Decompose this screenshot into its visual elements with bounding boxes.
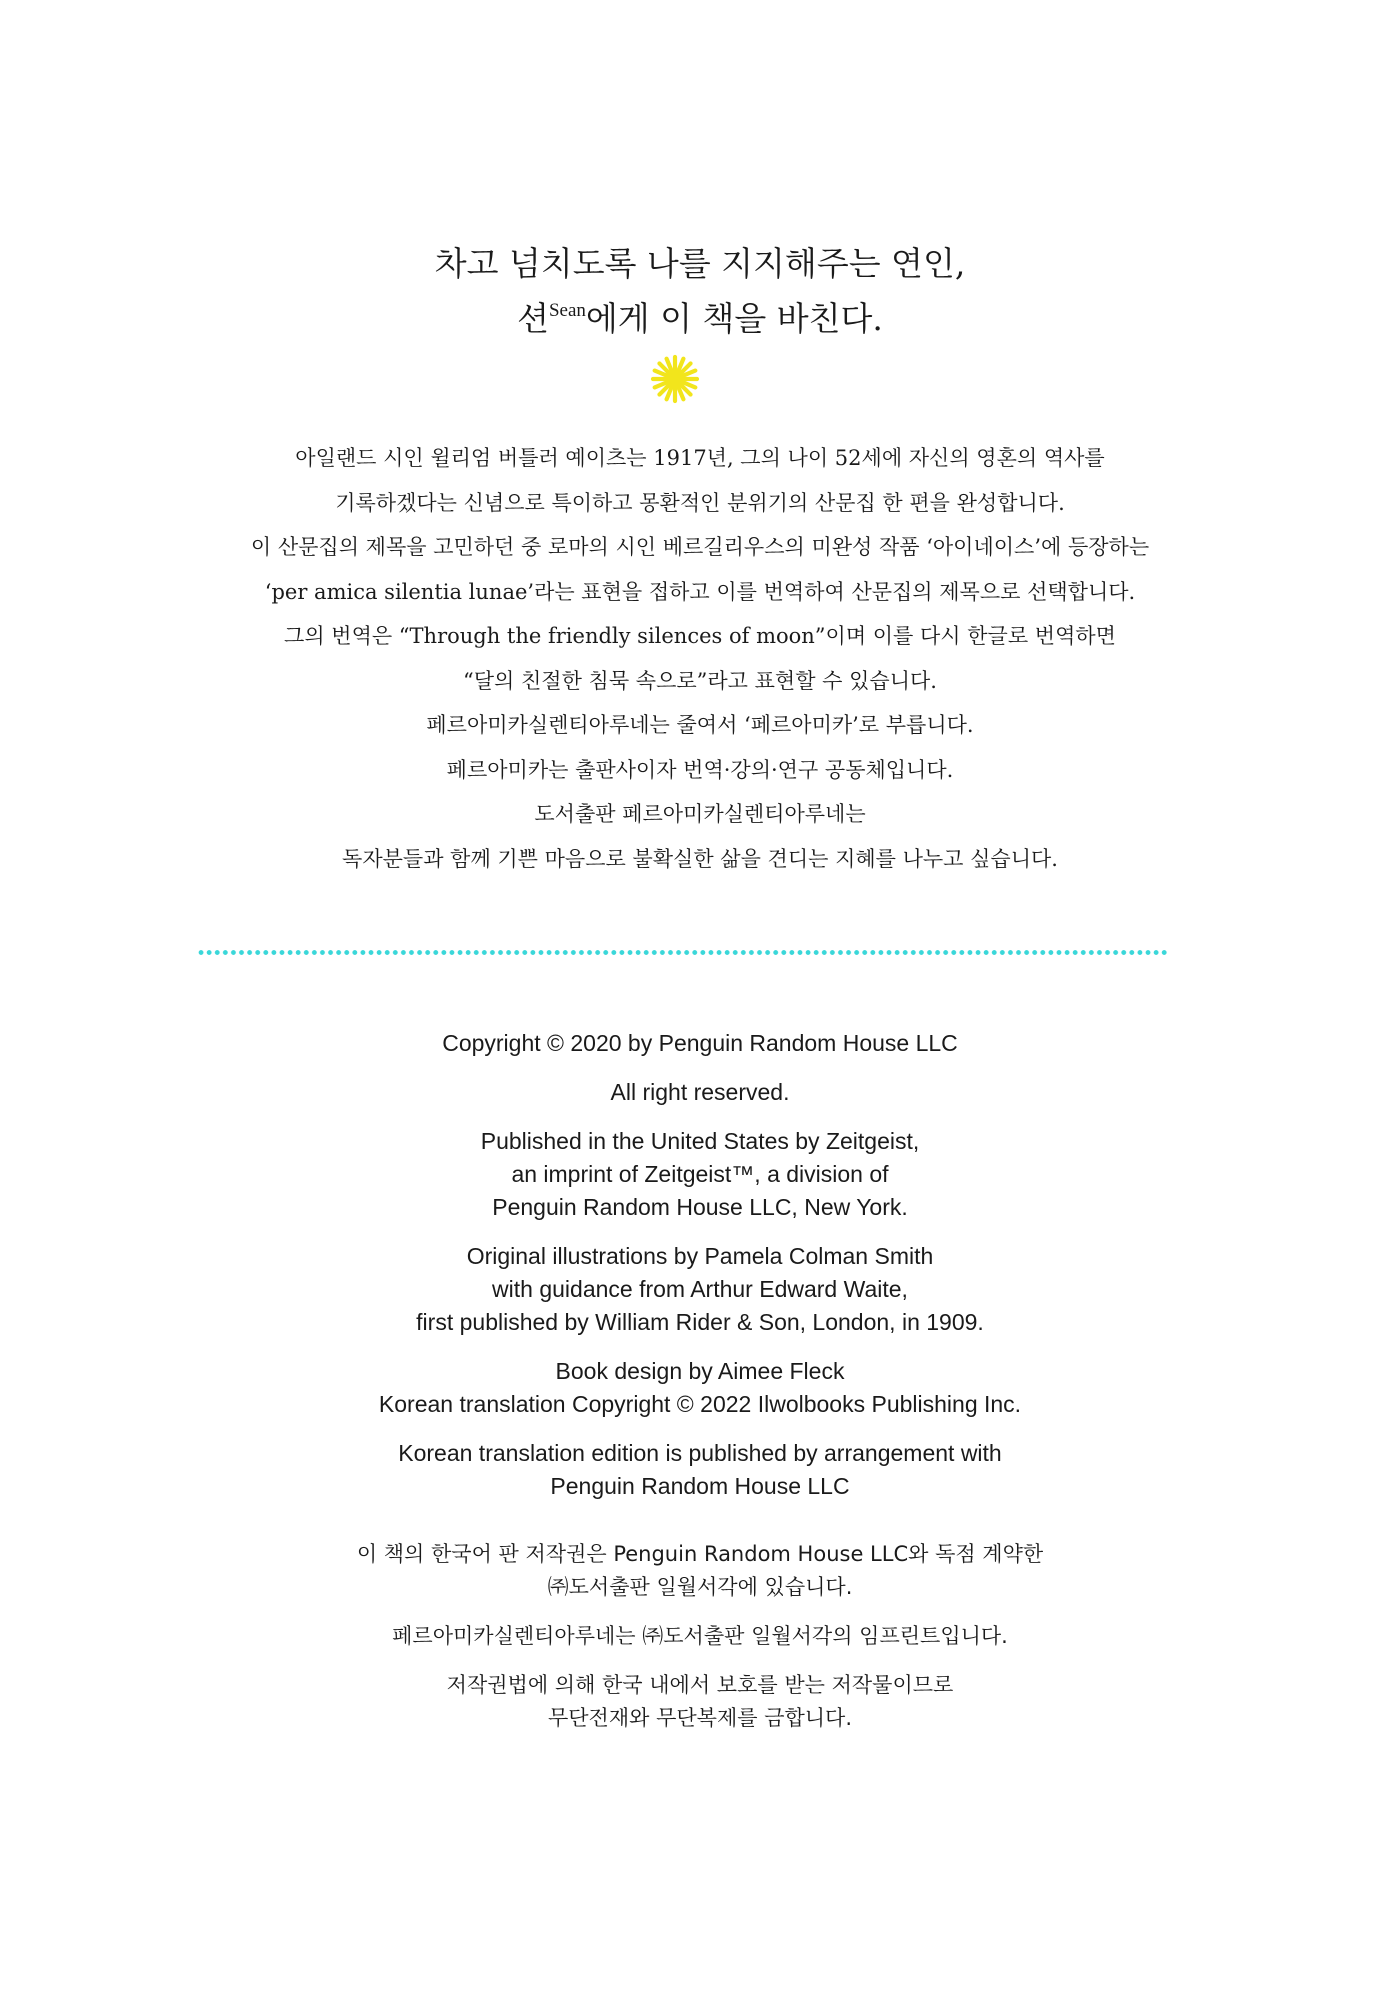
intro-line: ‘per amica silentia lunae’라는 표현을 접하고 이를 번역하여 산문집의 제목으로 선택합니다. — [264, 579, 1136, 604]
copyright-line: Penguin Random House LLC — [550, 1473, 850, 1499]
copyright-line: Korean translation edition is published by arrangement with — [398, 1440, 1002, 1466]
copyright-line: Book design by Aimee Fleck — [555, 1358, 845, 1384]
copyright-line: Korean translation Copyright © 2022 Ilwolbooks Publishing Inc. — [378, 1391, 1022, 1417]
copyright-block — [0, 1076, 1400, 1109]
dedication-name-english: Sean — [548, 300, 586, 321]
copyright-line: Penguin Random House LLC, New York. — [492, 1194, 908, 1220]
rights-block — [0, 1620, 1400, 1653]
intro-line: “달의 친절한 침묵 속으로”라고 표현할 수 있습니다. — [463, 668, 937, 693]
copyright-line: Original illustrations by Pamela Colman Smith — [466, 1243, 934, 1269]
copyright-block — [0, 1240, 1400, 1339]
dedication — [0, 236, 1400, 346]
intro-line: 페르아미카실렌티아루네는 줄여서 ‘페르아미카’로 부릅니다. — [426, 713, 974, 737]
copyright-line: Published in the United States by Zeitgeist, — [480, 1128, 920, 1154]
rights-line: ㈜도서출판 일월서각에 있습니다. — [547, 1575, 853, 1599]
copyright-line: with guidance from Arthur Edward Waite, — [492, 1276, 908, 1302]
copyright-line: Copyright © 2020 by Penguin Random House LLC — [442, 1030, 958, 1056]
intro-line: 이 산문집의 제목을 고민하던 중 로마의 시인 베르길리우스의 미완성 작품 ‘아이네이스’에 등장하는 — [250, 535, 1150, 559]
rights-line: 페르아미카실렌티아루네는 ㈜도서출판 일월서각의 임프린트입니다. — [392, 1624, 1008, 1648]
rights-block — [0, 1669, 1400, 1735]
dedication-line-2-suffix: 에게 이 책을 바친다. — [585, 299, 883, 338]
dedication-name-korean: 션 — [517, 299, 549, 338]
dotted-divider — [197, 950, 1169, 955]
copyright-block — [0, 1355, 1400, 1421]
copyright-line: first published by William Rider & Son, London, in 1909. — [416, 1309, 984, 1335]
dedication-line-2 — [0, 291, 1400, 346]
copyright-block — [0, 1125, 1400, 1224]
dedication-line-1: 차고 넘치도록 나를 지지해주는 연인, — [434, 244, 966, 283]
copyright-block — [0, 1437, 1400, 1503]
publisher-intro — [0, 436, 1400, 881]
copyright-line: an imprint of Zeitgeist™, a division of — [511, 1161, 889, 1187]
copyright-line: All right reserved. — [610, 1079, 790, 1105]
copyright-block — [0, 1027, 1400, 1060]
rights-line: 저작권법에 의해 한국 내에서 보호를 받는 저작물이므로 — [446, 1673, 954, 1697]
intro-line: 도서출판 페르아미카실렌티아루네는 — [534, 802, 866, 826]
copyright-notice — [0, 1027, 1400, 1519]
rights-block — [0, 1538, 1400, 1604]
intro-line: 그의 번역은 “Through the friendly silences of moon”이며 이를 다시 한글로 번역하면 — [284, 624, 1116, 648]
rights-line: 이 책의 한국어 판 저작권은 Penguin Random House LLC와 독점 계약한 — [356, 1542, 1044, 1566]
star-center — [669, 373, 681, 385]
intro-line: 페르아미카는 출판사이자 번역·강의·연구 공동체입니다. — [446, 757, 954, 782]
intro-line: 아일랜드 시인 윌리엄 버틀러 예이츠는 1917년, 그의 나이 52세에 자신의 영혼의 역사를 — [295, 446, 1105, 470]
rights-line: 무단전재와 무단복제를 금합니다. — [547, 1706, 853, 1730]
korean-rights-notice — [0, 1538, 1400, 1751]
star-ornament-icon — [650, 354, 700, 404]
intro-line: 독자분들과 함께 기쁜 마음으로 불확실한 삶을 견디는 지혜를 나누고 싶습니다. — [342, 846, 1058, 871]
intro-line: 기록하겠다는 신념으로 특이하고 몽환적인 분위기의 산문집 한 편을 완성합니다. — [335, 490, 1065, 515]
